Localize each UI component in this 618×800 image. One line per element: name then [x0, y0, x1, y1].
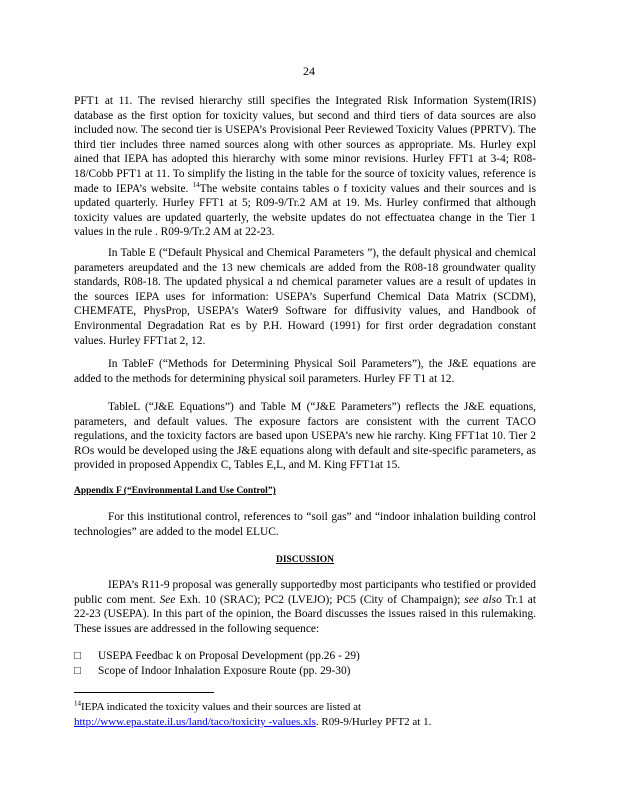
paragraph-3	[74, 357, 536, 386]
list-item: □ Scope of Indoor Inhalation Exposure Route (pp. 29-30)	[74, 664, 351, 677]
paragraph-6-text: IEPA’s R11-9 proposal was generally supportedby most participants who testified or provided public com ment.	[74, 579, 536, 606]
footnote-text: IEPA indicated the toxicity values and their sources are listed at	[81, 701, 362, 713]
list-item: □ USEPA Feedbac k on Proposal Development (pp.26 - 29)	[74, 650, 360, 662]
paragraph-6-continued: Tr.1 at 22-23 (USEPA). In this part of the opinion, the Board discusses the issues raised in this rulemaking. These issues are addressed in the following sequence:	[74, 593, 536, 635]
paragraph-6-citations: Exh. 10 (SRAC); PC2 (LVEJO); PC5 (City of Champaign);	[179, 593, 461, 606]
footnote-rule	[74, 692, 536, 693]
paragraph-4-text: TableL (“J&E Equations”) and Table M (“J&E Parameters”) reflects the J&E equations, parameters, and default values. The exposure factors are consistent with the current TACO regulations, and the toxicity factors are based upon USEPA’s new hie rarchy. King FFT1at 10. Tier 2 ROs would be developed using the J&E equations along with default and site-specific parameters, as provided in proposed Appendix C, Tables E,L, and M. King FFT1at 15.	[74, 401, 536, 472]
paragraph-1	[74, 94, 536, 240]
paragraph-5	[74, 510, 536, 539]
appendix-heading: Appendix F (“Environmental Land Use Control”)	[74, 486, 276, 496]
footnote	[74, 700, 536, 729]
list-item-text: USEPA Feedbac k on Proposal Development (pp.26 - 29)	[98, 650, 360, 662]
paragraph-1-continued: The website contains tables o f toxicity values and their sources and is updated quarterly. Hurley FFT1 at 5; R09-9/Tr.2 AM at 19. Ms. Hurley confirmed that although toxicity values are updated quarterly, the website updates do not effectuatea change in the Tier 1 values in the rule . R09-9/Tr.2 AM at 22-23.	[74, 182, 537, 239]
page-number: 24	[303, 64, 315, 78]
list-item-text: Scope of Indoor Inhalation Exposure Route (pp. 29-30)	[98, 664, 351, 677]
appendix-heading-block	[74, 484, 536, 499]
paragraph-4	[74, 400, 536, 473]
footnote-mark: 14	[74, 699, 81, 708]
paragraph-6	[74, 578, 536, 636]
paragraph-1-text: PFT1 at 11. The revised hierarchy still specifies the Integrated Risk Information System(IRIS) database as the first option for toxicity values, but second and third tiers of data sources are also included now. The second tier is USEPA’s Provisional Peer Reviewed Toxicity Values (PPRTV). The third tier includes three named sources along with other sources as appropriate. Ms. Hurley expl ained that IEPA has adopted this hierarchy with some minor revisions. Hurley FFT1 at 3-4; R08-18/Cobb PFT1 at 11. To simplify the listing in the table for the source of toxicity values, reference is made to IEPA’s website.	[74, 95, 536, 195]
paragraph-5-text: For this institutional control, references to “soil gas” and “indoor inhalation building control technologies” are added to the model ELUC.	[74, 511, 536, 538]
paragraph-3-text: In TableF (“Methods for Determining Physical Soil Parameters”), the J&E equations are added to the methods for determining physical soil parameters. Hurley FF T1 at 12.	[74, 358, 536, 385]
see-also-signal: see also	[464, 593, 502, 606]
footnote-tail: . R09-9/Hurley PFT2 at 1.	[315, 715, 432, 728]
discussion-heading: DISCUSSION	[275, 555, 335, 565]
footnote-ref: 14	[192, 180, 200, 189]
sequence-list	[74, 649, 536, 678]
paragraph-2	[74, 246, 536, 348]
footnote-link[interactable]: http://www.epa.state.il.us/land/taco/toxicity -values.xls	[74, 715, 316, 728]
see-signal: See	[159, 593, 176, 606]
paragraph-2-text: In Table E (“Default Physical and Chemical Parameters ”), the default physical and chemical parameters areupdated and the 13 new chemicals are added from the R08-18 groundwater quality standards, R08-18. The updated physical a nd chemical parameter values are a result of updates in the sources IEPA uses for information: USEPA’s Superfund Chemical Data Matrix (SCDM), CHEMFATE, PhysProp, USEPA’s Water9 Software for diffusivity values, and Handbook of Environmental Degradation Rat es by P.H. Howard (1991) for first order degradation constant values. Hurley FFT1at 2, 12.	[74, 247, 536, 347]
discussion-heading-block	[74, 553, 536, 568]
